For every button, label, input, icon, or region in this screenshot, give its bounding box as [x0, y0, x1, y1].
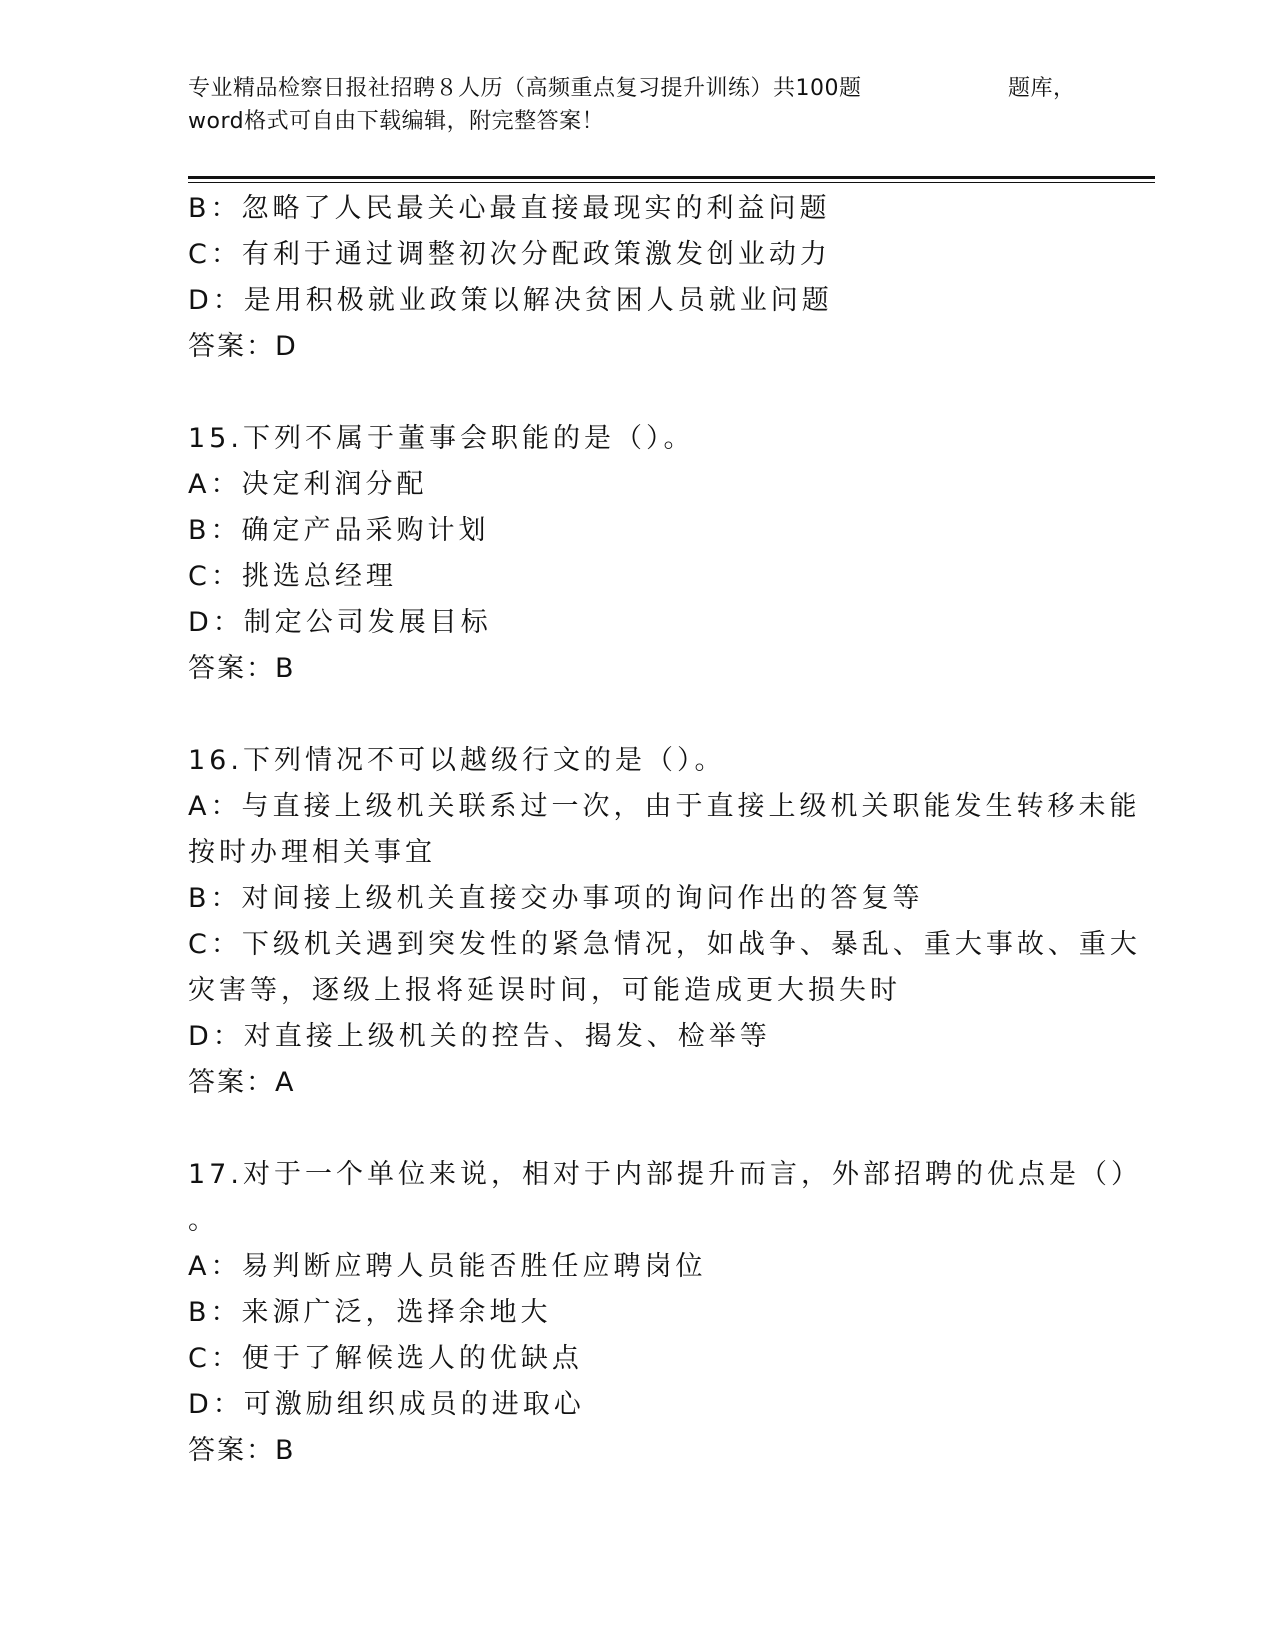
- option-b: B：对间接上级机关直接交办事项的询问作出的答复等: [188, 883, 924, 914]
- option-c: C：便于了解候选人的优缺点: [188, 1343, 583, 1374]
- page-header: [188, 72, 1076, 138]
- header-title-tail: 题库，: [1008, 76, 1076, 101]
- header-divider-thin: [188, 182, 1155, 183]
- question-list: [188, 186, 1142, 1474]
- option-a: A：易判断应聘人员能否胜任应聘岗位: [188, 1251, 707, 1282]
- question-stem: 15.下列不属于董事会职能的是（）。: [188, 423, 695, 454]
- option-b: B：来源广泛，选择余地大: [188, 1297, 552, 1328]
- option-c: C：下级机关遇到突发性的紧急情况，如战争、暴乱、重大事故、重大: [188, 929, 1141, 960]
- question-15: [188, 416, 1088, 692]
- question-stem: 16.下列情况不可以越级行文的是（）。: [188, 745, 726, 776]
- spacer: [188, 1106, 1088, 1152]
- header-divider: [188, 176, 1155, 179]
- option-d: D：对直接上级机关的控告、揭发、检举等: [188, 1021, 771, 1052]
- question-17: [188, 1152, 1142, 1474]
- answer: 答案：D: [188, 331, 298, 362]
- option-c-continued: 灾害等，逐级上报将延误时间，可能造成更大损失时: [188, 975, 901, 1006]
- option-d: D：可激励组织成员的进取心: [188, 1389, 585, 1420]
- option-d: D：是用积极就业政策以解决贫困人员就业问题: [188, 285, 833, 316]
- answer: 答案：B: [188, 653, 296, 684]
- option-a-continued: 按时办理相关事宜: [188, 837, 436, 868]
- question-16: [188, 738, 1141, 1106]
- question-stem: 17.对于一个单位来说，相对于内部提升而言，外部招聘的优点是（）: [188, 1159, 1142, 1190]
- spacer: [188, 370, 1088, 416]
- question-14-continued: [188, 186, 1088, 370]
- header-title-line: [188, 72, 1076, 105]
- option-b: B：忽略了人民最关心最直接最现实的利益问题: [188, 193, 831, 224]
- answer: 答案：A: [188, 1067, 296, 1098]
- option-c: C：有利于通过调整初次分配政策激发创业动力: [188, 239, 831, 270]
- option-d: D：制定公司发展目标: [188, 607, 492, 638]
- header-subtitle: word格式可自由下载编辑，附完整答案！: [188, 109, 605, 134]
- spacer: [188, 692, 1088, 738]
- option-b: B：确定产品采购计划: [188, 515, 490, 546]
- option-a: A：决定利润分配: [188, 469, 428, 500]
- answer: 答案：B: [188, 1435, 296, 1466]
- question-stem-continued: 。: [188, 1205, 219, 1236]
- option-c: C：挑选总经理: [188, 561, 397, 592]
- header-title: 专业精品检察日报社招聘８人历（高频重点复习提升训练）共100题: [188, 76, 862, 101]
- option-a: A：与直接上级机关联系过一次，由于直接上级机关职能发生转移未能: [188, 791, 1141, 822]
